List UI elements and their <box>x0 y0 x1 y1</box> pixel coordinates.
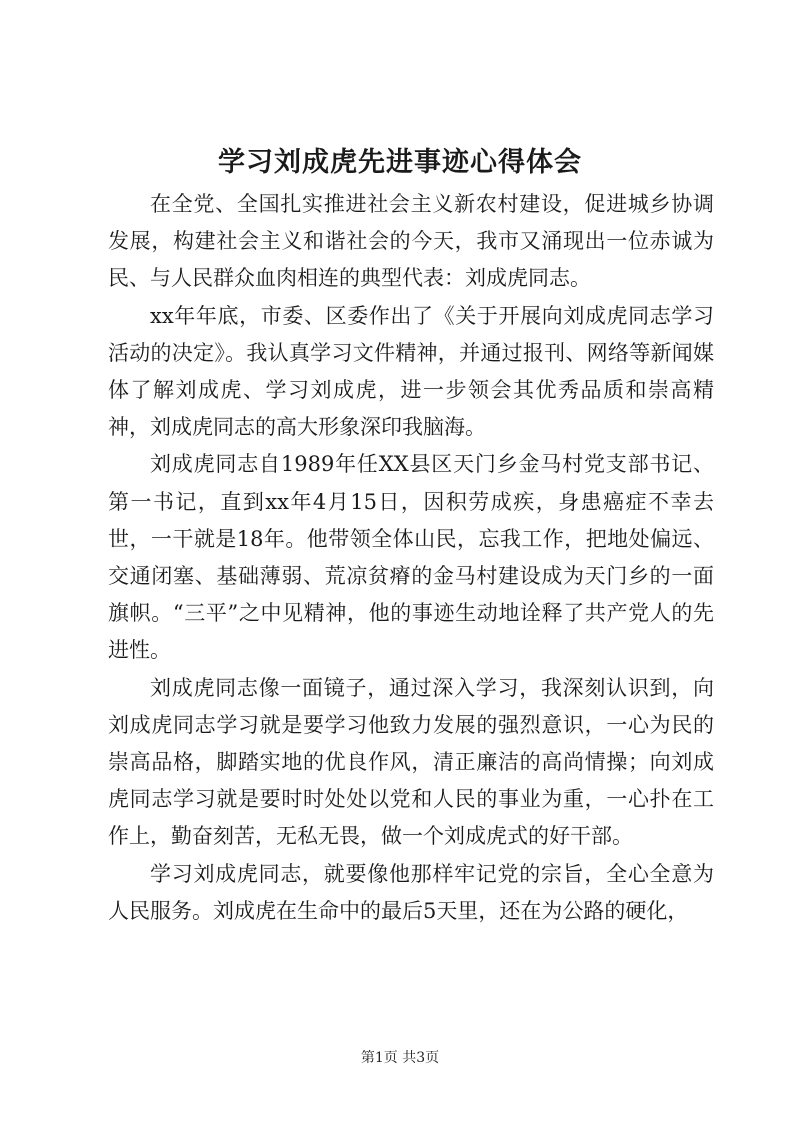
paragraph-3: 刘成虎同志自1989年任XX县区天门乡金马村党支部书记、第一书记，直到xx年4月15日，因积劳成疾，身患癌症不幸去世，一干就是18年。他带领全体山民，忘我工作，把地处偏远、交通闭塞、基础薄弱、荒凉贫瘠的金马村建设成为天门乡的一面旗帜。“三平”之中见精神，他的事迹生动地诠释了共产党人的先进性。 <box>108 452 714 663</box>
page-number-footer: 第1页 共3页 <box>360 1050 440 1066</box>
paragraph-4: 刘成虎同志像一面镜子，通过深入学习，我深刻认识到，向刘成虎同志学习就是要学习他致力发展的强烈意识，一心为民的崇高品格，脚踏实地的优良作风，清正廉洁的高尚情操；向刘成虎同志学习就是要时时处处以党和人民的事业为重，一心扑在工作上，勤奋刻苦，无私无畏，做一个刘成虎式的好干部。 <box>108 675 714 849</box>
paragraph-5: 学习刘成虎同志，就要像他那样牢记党的宗旨，全心全意为人民服务。刘成虎在生命中的最后5天里，还在为公路的硬化， <box>108 861 714 923</box>
document-body <box>108 186 714 930</box>
paragraph-2: xx年年底，市委、区委作出了《关于开展向刘成虎同志学习活动的决定》。我认真学习文件精神，并通过报刊、网络等新闻媒体了解刘成虎、学习刘成虎，进一步领会其优秀品质和崇高精神，刘成虎同志的高大形象深印我脑海。 <box>108 303 714 440</box>
paragraph-1: 在全党、全国扎实推进社会主义新农村建设，促进城乡协调发展，构建社会主义和谐社会的今天，我市又涌现出一位赤诚为民、与人民群众血肉相连的典型代表：刘成虎同志。 <box>108 192 714 291</box>
document-title: 学习刘成虎先进事迹心得体会 <box>218 147 582 178</box>
